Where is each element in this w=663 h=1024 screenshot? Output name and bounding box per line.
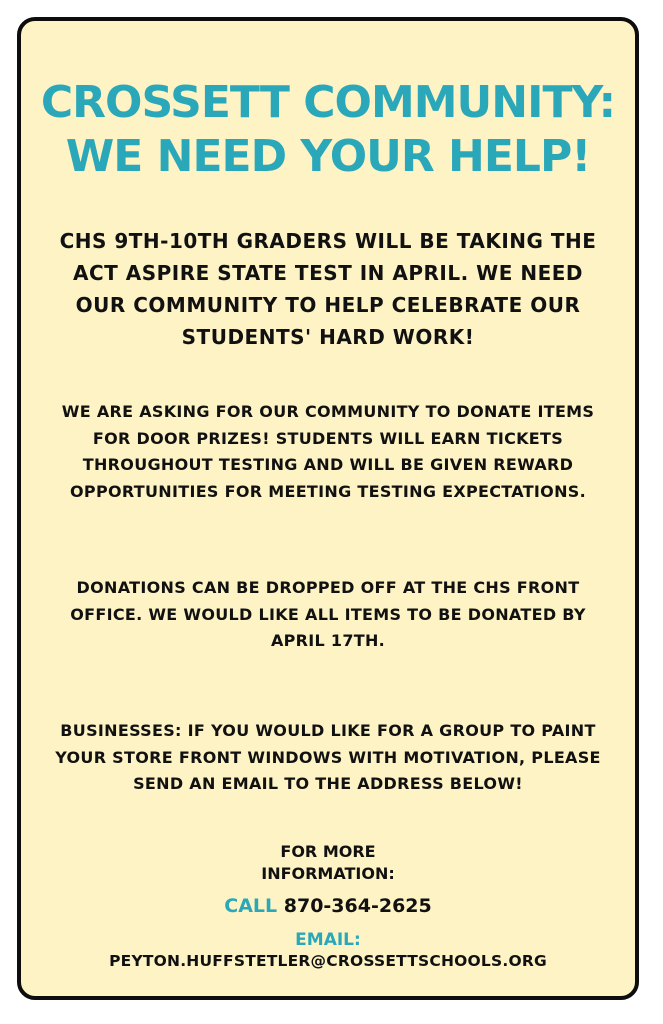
email-label: EMAIL:	[295, 930, 361, 950]
flyer	[17, 17, 639, 1000]
more-info-heading	[21, 841, 635, 885]
intro-paragraph: CHS 9TH-10TH GRADERS WILL BE TAKING THE ACT ASPIRE STATE TEST IN APRIL. WE NEED OUR COMMUNITY TO HELP CELEBRATE OUR STUDENTS' HARD WORK!	[59, 229, 597, 349]
flyer-title-line2: WE NEED YOUR HELP!	[65, 131, 591, 182]
businesses-paragraph: BUSINESSES: IF YOU WOULD LIKE FOR A GROUP TO PAINT YOUR STORE FRONT WINDOWS WITH MOTIVATION, PLEASE SEND AN EMAIL TO THE ADDRESS BELOW!	[55, 721, 601, 793]
phone-line	[21, 893, 635, 919]
email-address[interactable]: PEYTON.HUFFSTETLER@CROSSETTSCHOOLS.ORG	[109, 952, 547, 970]
more-info-line2: INFORMATION:	[261, 864, 395, 883]
drop-off-paragraph: DONATIONS CAN BE DROPPED OFF AT THE CHS FRONT OFFICE. WE WOULD LIKE ALL ITEMS TO BE DONATED BY APRIL 17TH.	[70, 578, 586, 650]
phone-number[interactable]: 870-364-2625	[283, 895, 432, 917]
donation-request-paragraph: WE ARE ASKING FOR OUR COMMUNITY TO DONATE ITEMS FOR DOOR PRIZES! STUDENTS WILL EARN TICKETS THROUGHOUT TESTING AND WILL BE GIVEN REWARD OPPORTUNITIES FOR MEETING TESTING EXPECTATIONS.	[61, 402, 595, 501]
more-info-line1: FOR MORE	[280, 842, 376, 861]
call-label: CALL	[224, 895, 278, 917]
flyer-title-line1: CROSSETT COMMUNITY:	[40, 77, 616, 128]
